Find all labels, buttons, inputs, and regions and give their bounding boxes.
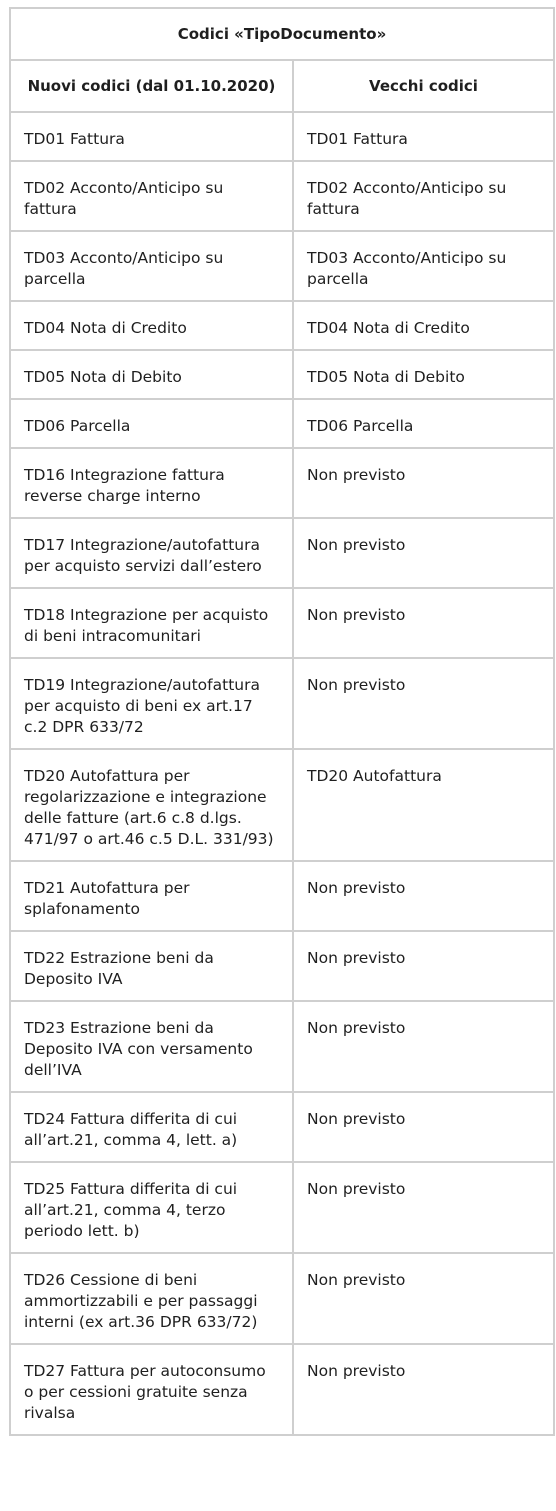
new-code-cell: TD19 Integrazione/autofattura per acquisto di beni ex art.17 c.2 DPR 633/72 bbox=[10, 658, 293, 749]
table-row bbox=[10, 112, 554, 161]
new-code-cell: TD18 Integrazione per acquisto di beni intracomunitari bbox=[10, 588, 293, 658]
old-code-cell: Non previsto bbox=[293, 518, 554, 588]
table-row bbox=[10, 518, 554, 588]
new-code-cell: TD27 Fattura per autoconsumo o per cessioni gratuite senza rivalsa bbox=[10, 1344, 293, 1435]
table-row bbox=[10, 1092, 554, 1162]
new-code-cell: TD06 Parcella bbox=[10, 399, 293, 448]
new-code-cell: TD02 Acconto/Anticipo su fattura bbox=[10, 161, 293, 231]
table-row bbox=[10, 1344, 554, 1435]
new-code-cell: TD01 Fattura bbox=[10, 112, 293, 161]
table-row bbox=[10, 1253, 554, 1344]
new-code-cell: TD16 Integrazione fattura reverse charge interno bbox=[10, 448, 293, 518]
table-row bbox=[10, 448, 554, 518]
old-code-cell: Non previsto bbox=[293, 658, 554, 749]
new-code-cell: TD26 Cessione di beni ammortizzabili e per passaggi interni (ex art.36 DPR 633/72) bbox=[10, 1253, 293, 1344]
table-row bbox=[10, 749, 554, 861]
old-code-cell: Non previsto bbox=[293, 1162, 554, 1253]
old-code-cell: Non previsto bbox=[293, 1092, 554, 1162]
new-code-cell: TD20 Autofattura per regolarizzazione e integrazione delle fatture (art.6 c.8 d.lgs. 471/97 o art.46 c.5 D.L. 331/93) bbox=[10, 749, 293, 861]
old-code-cell: Non previsto bbox=[293, 1001, 554, 1092]
table-title: Codici «TipoDocumento» bbox=[10, 8, 554, 60]
old-code-cell: Non previsto bbox=[293, 588, 554, 658]
table-row bbox=[10, 1001, 554, 1092]
table-row bbox=[10, 861, 554, 931]
column-header-new-codes: Nuovi codici (dal 01.10.2020) bbox=[10, 60, 293, 112]
table-row bbox=[10, 1162, 554, 1253]
old-code-cell: TD20 Autofattura bbox=[293, 749, 554, 861]
new-code-cell: TD21 Autofattura per splafonamento bbox=[10, 861, 293, 931]
old-code-cell: TD02 Acconto/Anticipo su fattura bbox=[293, 161, 554, 231]
new-code-cell: TD23 Estrazione beni da Deposito IVA con versamento dell’IVA bbox=[10, 1001, 293, 1092]
old-code-cell: Non previsto bbox=[293, 931, 554, 1001]
table-title-row bbox=[10, 8, 554, 60]
table-row bbox=[10, 161, 554, 231]
new-code-cell: TD17 Integrazione/autofattura per acquisto servizi dall’estero bbox=[10, 518, 293, 588]
new-code-cell: TD05 Nota di Debito bbox=[10, 350, 293, 399]
old-code-cell: TD05 Nota di Debito bbox=[293, 350, 554, 399]
column-header-old-codes: Vecchi codici bbox=[293, 60, 554, 112]
table-row bbox=[10, 301, 554, 350]
table-row bbox=[10, 588, 554, 658]
old-code-cell: TD04 Nota di Credito bbox=[293, 301, 554, 350]
table-row bbox=[10, 399, 554, 448]
table-row bbox=[10, 231, 554, 301]
new-code-cell: TD25 Fattura differita di cui all’art.21, comma 4, terzo periodo lett. b) bbox=[10, 1162, 293, 1253]
old-code-cell: Non previsto bbox=[293, 448, 554, 518]
old-code-cell: Non previsto bbox=[293, 861, 554, 931]
old-code-cell: TD06 Parcella bbox=[293, 399, 554, 448]
table-header-row bbox=[10, 60, 554, 112]
old-code-cell: Non previsto bbox=[293, 1344, 554, 1435]
new-code-cell: TD22 Estrazione beni da Deposito IVA bbox=[10, 931, 293, 1001]
table-row bbox=[10, 658, 554, 749]
old-code-cell: Non previsto bbox=[293, 1253, 554, 1344]
new-code-cell: TD03 Acconto/Anticipo su parcella bbox=[10, 231, 293, 301]
new-code-cell: TD24 Fattura differita di cui all’art.21, comma 4, lett. a) bbox=[10, 1092, 293, 1162]
new-code-cell: TD04 Nota di Credito bbox=[10, 301, 293, 350]
tipo-documento-table bbox=[9, 7, 555, 1436]
old-code-cell: TD03 Acconto/Anticipo su parcella bbox=[293, 231, 554, 301]
table-row bbox=[10, 350, 554, 399]
table-row bbox=[10, 931, 554, 1001]
old-code-cell: TD01 Fattura bbox=[293, 112, 554, 161]
